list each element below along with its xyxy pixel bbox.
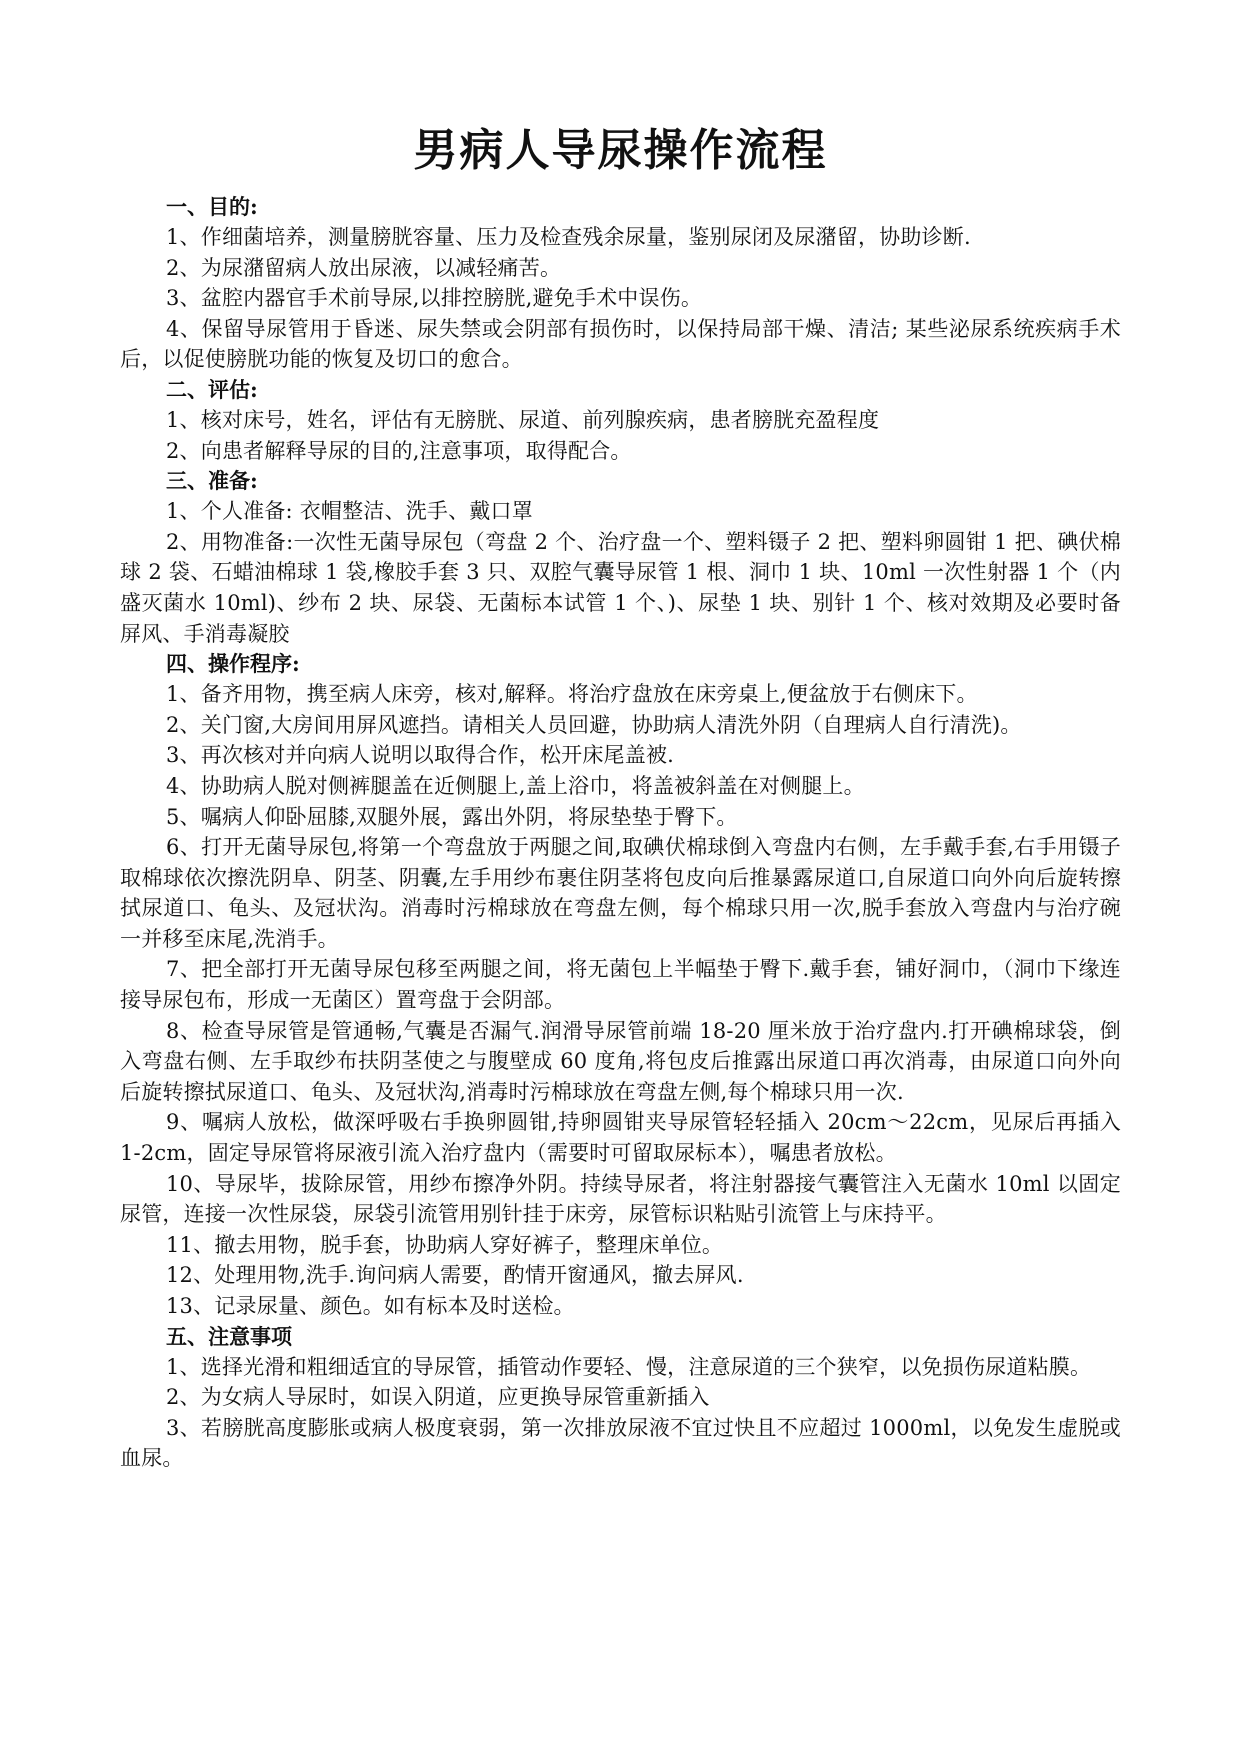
section-paragraph: 3、若膀胱高度膨胀或病人极度衰弱，第一次排放尿液不宜过快且不应超过 1000ml，以免发生虚脱或血尿。 xyxy=(120,1415,1121,1471)
section-paragraph: 2、关门窗,大房间用屏风遮挡。请相关人员回避，协助病人清洗外阴（自理病人自行清洗)。 xyxy=(166,712,1022,737)
section-paragraph: 12、处理用物,洗手.询问病人需要，酌情开窗通风，撤去屏风. xyxy=(166,1263,744,1288)
section-paragraph: 11、撤去用物，脱手套，协助病人穿好裤子，整理床单位。 xyxy=(166,1232,724,1257)
section-paragraph: 9、嘱病人放松，做深呼吸右手换卵圆钳,持卵圆钳夹导尿管轻轻插入 20cm～22cm，见尿后再插入 1-2cm，固定导尿管将尿液引流入治疗盘内（需要时可留取尿标本），嘱患者放松。 xyxy=(120,1110,1121,1166)
section-heading: 四、操作程序: xyxy=(166,651,300,677)
section-paragraph: 7、把全部打开无菌导尿包移至两腿之间，将无菌包上半幅垫于臀下.戴手套，铺好洞巾，（洞巾下缘连接导尿包布，形成一无菌区）置弯盘于会阴部。 xyxy=(120,957,1121,1013)
section-paragraph: 5、嘱病人仰卧屈膝,双腿外展，露出外阴，将尿垫垫于臀下。 xyxy=(166,804,738,829)
section-paragraph: 8、检查导尿管是管通畅,气囊是否漏气.润滑导尿管前端 18-20 厘米放于治疗盘内.打开碘棉球袋，倒入弯盘右侧、左手取纱布扶阴茎使之与腹壁成 60 度角,将包皮后推露出尿道口再次消毒，由尿道口向外向后旋转擦拭尿道口、龟头、及冠状沟,消毒时污棉球放在弯盘左侧,每个棉球只用一次. xyxy=(120,1018,1121,1104)
section-2 xyxy=(120,375,1121,466)
section-5 xyxy=(120,1322,1121,1474)
section-paragraph: 10、导尿毕，拔除尿管，用纱布擦净外阴。持续导尿者，将注射器接气囊管注入无菌水 10ml 以固定尿管，连接一次性尿袋，尿袋引流管用别针挂于床旁，尿管标识粘贴引流管上与床持平。 xyxy=(120,1171,1121,1227)
section-heading: 五、注意事项 xyxy=(166,1323,292,1349)
section-paragraph: 3、再次核对并向病人说明以取得合作，松开床尾盖被. xyxy=(166,743,675,768)
section-paragraph: 6、打开无菌导尿包,将第一个弯盘放于两腿之间,取碘伏棉球倒入弯盘内右侧，左手戴手套,右手用镊子取棉球依次擦洗阴阜、阴茎、阴囊,左手用纱布裹住阴茎将包皮向后推暴露尿道口,自尿道口向外向后旋转擦拭尿道口、龟头、及冠状沟。消毒时污棉球放在弯盘左侧，每个棉球只用一次,脱手套放入弯盘内与治疗碗一并移至床尾,洗消手。 xyxy=(120,835,1121,951)
section-paragraph: 2、向患者解释导尿的目的,注意事项，取得配合。 xyxy=(166,438,632,463)
section-heading: 一、目的: xyxy=(166,194,258,219)
section-paragraph: 1、备齐用物，携至病人床旁，核对,解释。将治疗盘放在床旁桌上,便盆放于右侧床下。 xyxy=(166,682,978,707)
section-paragraph: 2、为女病人导尿时，如误入阴道，应更换导尿管重新插入 xyxy=(166,1385,710,1410)
section-paragraph: 13、记录尿量、颜色。如有标本及时送检。 xyxy=(166,1294,575,1318)
section-paragraph: 3、盆腔内器官手术前导尿,以排控膀胱,避免手术中误伤。 xyxy=(166,286,703,311)
section-paragraph: 1、个人准备: 衣帽整洁、洗手、戴口罩 xyxy=(166,499,533,524)
section-heading: 二、评估: xyxy=(166,376,258,402)
section-paragraph: 1、核对床号，姓名，评估有无膀胱、尿道、前列腺疾病，患者膀胱充盈程度 xyxy=(166,407,880,432)
section-4 xyxy=(120,649,1121,1321)
section-paragraph: 2、为尿潴留病人放出尿液，以减轻痛苦。 xyxy=(166,255,562,280)
section-paragraph: 2、用物准备:一次性无菌导尿包（弯盘 2 个、治疗盘一个、塑料镊子 2 把、塑料卵圆钳 1 把、碘伏棉球 2 袋、石蜡油棉球 1 袋,橡胶手套 3 只、双腔气囊导尿管 1 根、洞巾 1 块、10ml 一次性射器 1 个（内盛灭菌水 10ml)、纱布 2 块、尿袋、无菌标本试管 1 个、)、尿垫 1 块、别针 1 个、核对效期及必要时备屏风、手消毒凝胶 xyxy=(120,529,1121,646)
section-1 xyxy=(120,192,1121,375)
section-paragraph: 1、作细菌培养，测量膀胱容量、压力及检查残余尿量，鉴别尿闭及尿潴留，协助诊断. xyxy=(166,225,971,249)
section-3 xyxy=(120,466,1121,649)
section-paragraph: 4、保留导尿管用于昏迷、尿失禁或会阴部有损伤时，以保持局部干燥、清洁; 某些泌尿系统疾病手术后，以促使膀胱功能的恢复及切口的愈合。 xyxy=(120,316,1121,372)
document-title: 男病人导尿操作流程 xyxy=(413,125,828,176)
section-paragraph: 4、协助病人脱对侧裤腿盖在近侧腿上,盖上浴巾，将盖被斜盖在对侧腿上。 xyxy=(166,773,865,798)
section-paragraph: 1、选择光滑和粗细适宜的导尿管，插管动作要轻、慢，注意尿道的三个狭窄，以免损伤尿道粘膜。 xyxy=(166,1354,1092,1379)
document-body xyxy=(120,192,1121,1474)
section-heading: 三、准备: xyxy=(166,468,258,494)
